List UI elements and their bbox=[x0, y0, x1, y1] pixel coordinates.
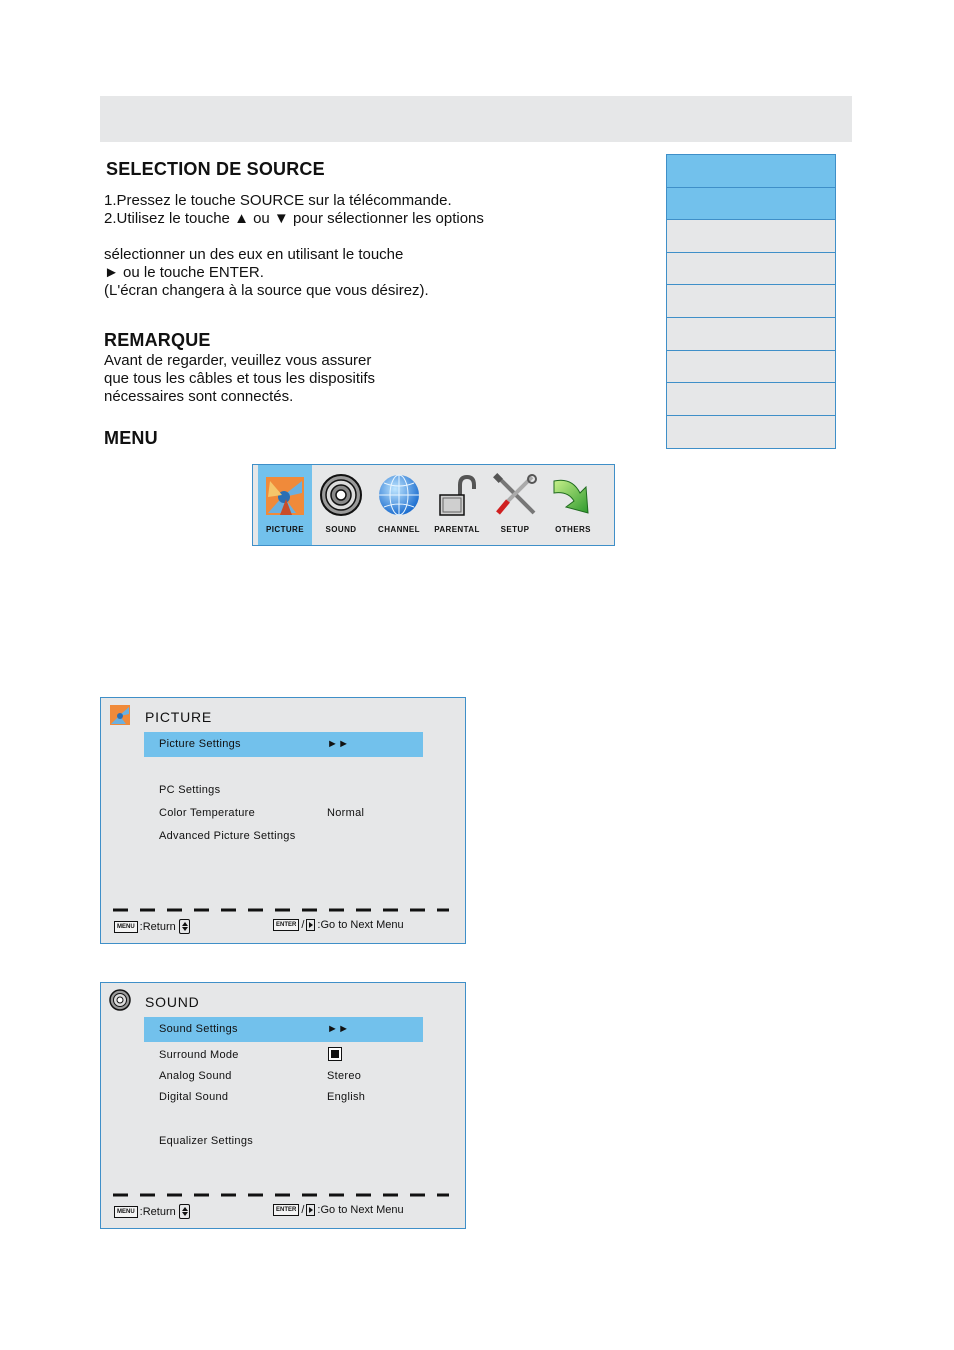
menu-tab-label: PARENTAL bbox=[434, 525, 480, 534]
up-down-icon bbox=[179, 919, 190, 934]
panel-title: PICTURE bbox=[145, 709, 213, 725]
menu-tab-channel[interactable] bbox=[370, 465, 428, 545]
menu-tab-label: PICTURE bbox=[266, 525, 304, 534]
return-label: :Return bbox=[139, 920, 176, 933]
menu-tab-sound[interactable] bbox=[312, 465, 370, 545]
menu-item-picture-settings[interactable]: Picture Settings bbox=[159, 738, 241, 750]
menu-item-color-temperature[interactable]: Color Temperature bbox=[159, 807, 255, 819]
source-list-item[interactable] bbox=[667, 220, 835, 253]
picture-osd-panel bbox=[100, 697, 466, 944]
panel-title: SOUND bbox=[145, 994, 200, 1010]
surround-mode-checkbox[interactable] bbox=[328, 1047, 342, 1061]
source-step-1: 1.Pressez le touche SOURCE sur la télécommande. bbox=[104, 192, 452, 209]
speaker-icon bbox=[109, 989, 131, 1011]
submenu-arrow: ►► bbox=[327, 1023, 350, 1035]
remark-heading: REMARQUE bbox=[104, 330, 211, 350]
menu-tab-label: OTHERS bbox=[555, 525, 591, 534]
menu-item-digital-sound[interactable]: Digital Sound bbox=[159, 1091, 229, 1103]
source-step-5: (L'écran changera à la source que vous désirez). bbox=[104, 282, 429, 299]
source-step-3: sélectionner un des eux en utilisant le touche bbox=[104, 246, 404, 263]
menu-item-analog-sound[interactable]: Analog Sound bbox=[159, 1070, 232, 1082]
menu-item-pc-settings[interactable]: PC Settings bbox=[159, 784, 221, 796]
speaker-icon bbox=[318, 473, 364, 519]
padlock-icon bbox=[434, 473, 480, 519]
enter-key-icon: ENTER bbox=[273, 1204, 299, 1216]
color-temperature-value: Normal bbox=[327, 807, 365, 819]
menu-tab-picture[interactable] bbox=[258, 465, 312, 545]
right-key-icon bbox=[306, 1204, 315, 1216]
source-list-item[interactable] bbox=[667, 351, 835, 384]
footer-next bbox=[273, 919, 404, 931]
menu-key-icon: MENU bbox=[114, 1206, 138, 1218]
tools-icon bbox=[492, 473, 538, 519]
menu-tab-label: SOUND bbox=[325, 525, 357, 534]
source-list-item[interactable] bbox=[667, 318, 835, 351]
footer-next bbox=[273, 1204, 404, 1216]
submenu-arrow: ►► bbox=[327, 738, 350, 750]
footer-divider bbox=[113, 1193, 449, 1197]
footer-return bbox=[114, 1204, 190, 1219]
source-list-item[interactable] bbox=[667, 285, 835, 318]
source-list-item[interactable] bbox=[667, 188, 835, 221]
menu-item-advanced-picture[interactable]: Advanced Picture Settings bbox=[159, 830, 296, 842]
digital-sound-value: English bbox=[327, 1091, 366, 1103]
picture-icon bbox=[262, 473, 308, 519]
menu-tab-parental[interactable] bbox=[428, 465, 486, 545]
menu-heading: MENU bbox=[104, 428, 158, 448]
source-list-item[interactable] bbox=[667, 416, 835, 449]
menu-key-icon: MENU bbox=[114, 921, 138, 933]
remark-line-2: que tous les câbles et tous les dispositifs bbox=[104, 370, 375, 387]
footer-divider bbox=[113, 908, 449, 912]
header-bar bbox=[100, 96, 852, 142]
arrow-icon bbox=[550, 473, 596, 519]
up-down-icon bbox=[179, 1204, 190, 1219]
globe-icon bbox=[376, 473, 422, 519]
menu-item-surround-mode[interactable]: Surround Mode bbox=[159, 1049, 239, 1061]
footer-return bbox=[114, 919, 190, 934]
next-menu-label: :Go to Next Menu bbox=[317, 1204, 404, 1216]
source-heading: SELECTION DE SOURCE bbox=[106, 159, 325, 179]
menu-tab-others[interactable] bbox=[544, 465, 602, 545]
source-list-item[interactable] bbox=[667, 383, 835, 416]
menu-tab-setup[interactable] bbox=[486, 465, 544, 545]
sound-osd-panel bbox=[100, 982, 466, 1229]
main-menu-bar bbox=[252, 464, 615, 546]
next-menu-label: :Go to Next Menu bbox=[317, 919, 404, 931]
return-label: :Return bbox=[139, 1205, 176, 1218]
footer-slash: / bbox=[301, 919, 305, 931]
remark-line-3: nécessaires sont connectés. bbox=[104, 388, 294, 405]
analog-sound-value: Stereo bbox=[327, 1070, 362, 1082]
picture-icon bbox=[109, 704, 131, 726]
remark-line-1: Avant de regarder, veuillez vous assurer bbox=[104, 352, 372, 369]
menu-tab-label: SETUP bbox=[500, 525, 530, 534]
source-step-2: 2.Utilisez le touche ▲ ou ▼ pour sélectionner les options bbox=[104, 210, 484, 227]
menu-item-sound-settings[interactable]: Sound Settings bbox=[159, 1023, 238, 1035]
right-key-icon bbox=[306, 919, 315, 931]
enter-key-icon: ENTER bbox=[273, 919, 299, 931]
source-list-item[interactable] bbox=[667, 155, 835, 188]
menu-item-equalizer[interactable]: Equalizer Settings bbox=[159, 1135, 254, 1147]
menu-tab-label: CHANNEL bbox=[378, 525, 420, 534]
source-step-4: ► ou le touche ENTER. bbox=[104, 264, 264, 281]
source-list bbox=[666, 154, 836, 449]
footer-slash: / bbox=[301, 1204, 305, 1216]
source-list-item[interactable] bbox=[667, 253, 835, 286]
